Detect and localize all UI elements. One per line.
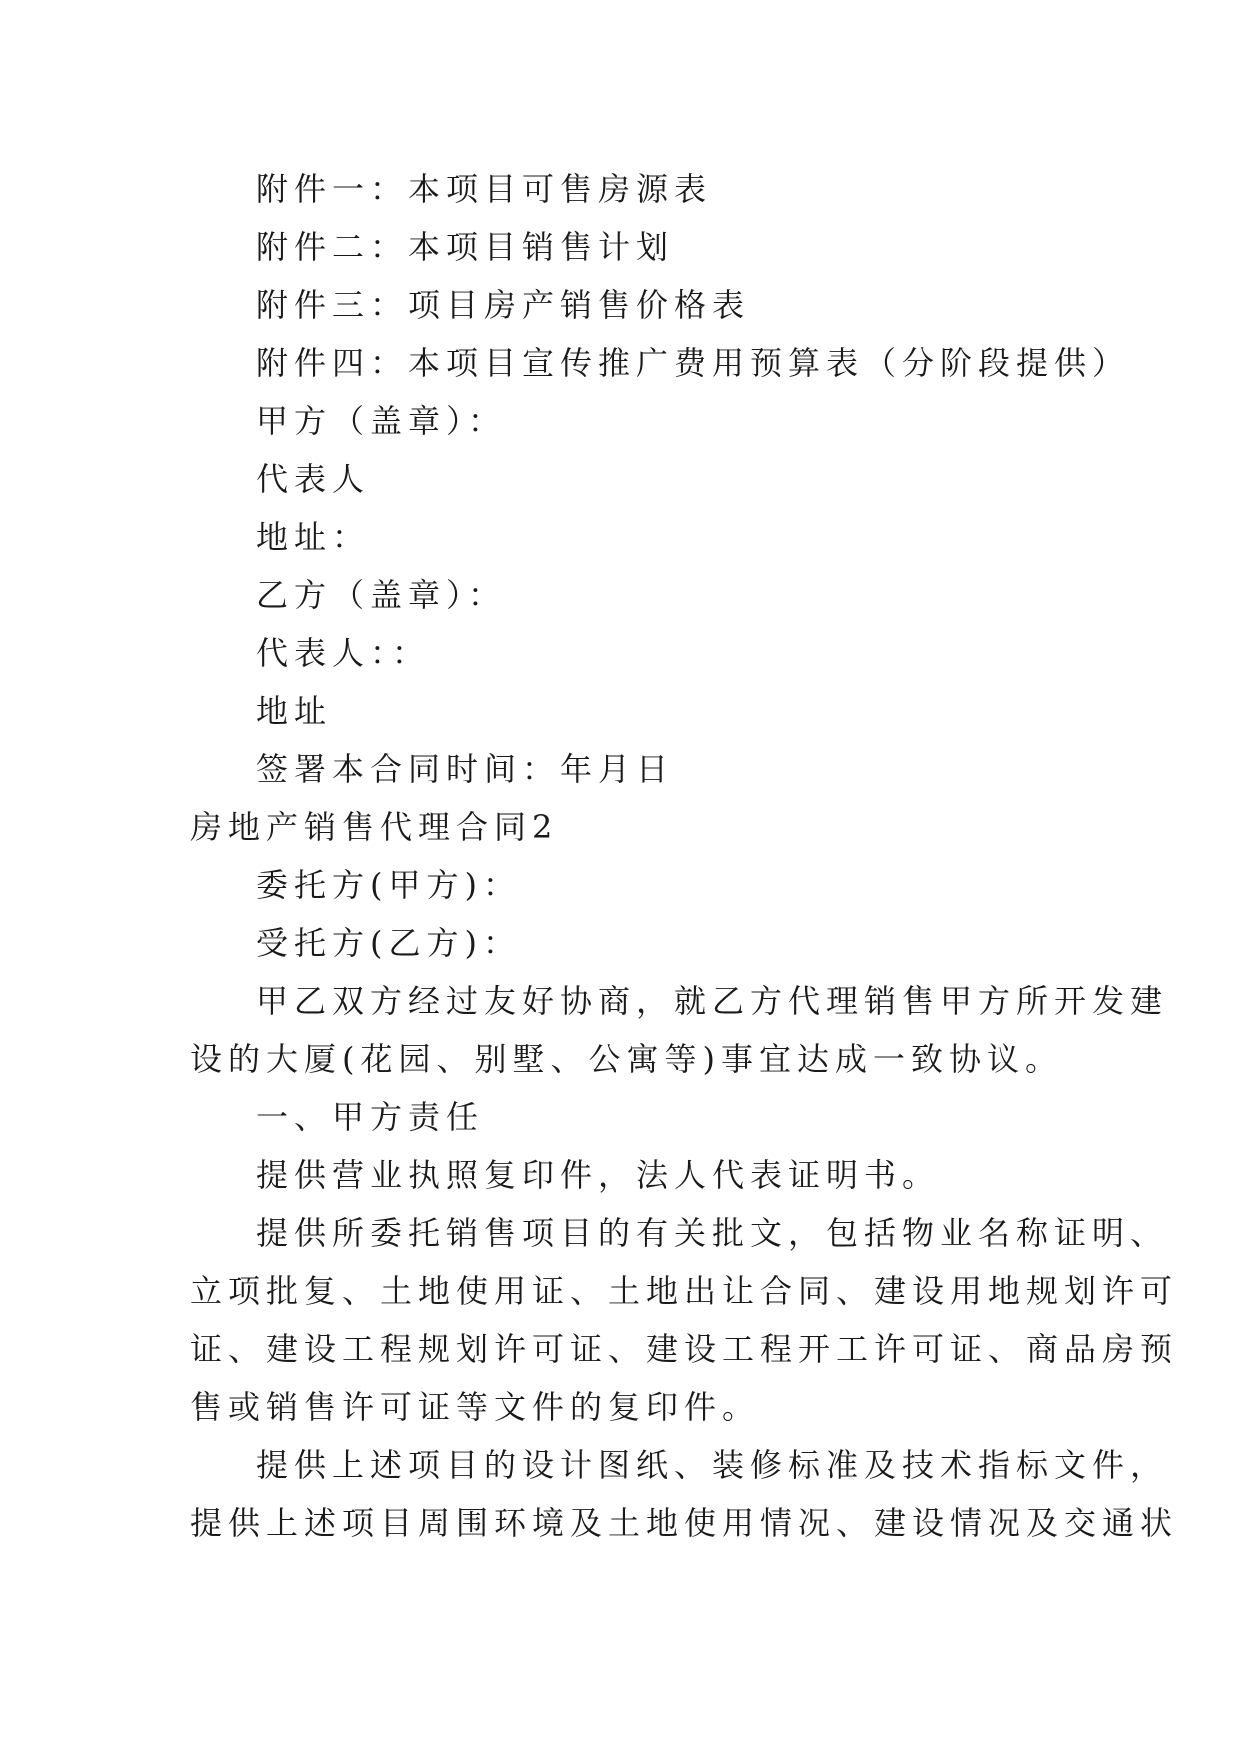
party-b-address-label: 地址 [256,692,333,730]
paragraph-line: 立项批复、土地使用证、土地出让合同、建设用地规划许可 [190,1272,1179,1310]
paragraph-line: 提供上述项目的设计图纸、装修标准及技术指标文件， [256,1446,1169,1484]
party-a-seal-label: 甲方（盖章）： [256,402,507,440]
paragraph-line: 设的大厦(花园、别墅、公寓等)事宜达成一致协议。 [190,1040,1063,1078]
client-party-label: 委托方(甲方)： [256,866,521,904]
attachment-1-line: 附件一：本项目可售房源表 [256,170,713,208]
attachment-4-line: 附件四：本项目宣传推广费用预算表（分阶段提供） [256,344,1131,382]
section-title: 房地产销售代理合同2 [190,808,559,846]
paragraph-line: 提供所委托销售项目的有关批文，包括物业名称证明、 [256,1214,1169,1252]
paragraph-line: 甲乙双方经过友好协商，就乙方代理销售甲方所开发建 [256,982,1169,1020]
party-b-seal-label: 乙方（盖章）： [256,576,507,614]
attachment-3-line: 附件三：项目房产销售价格表 [256,286,751,324]
paragraph-line: 提供营业执照复印件，法人代表证明书。 [256,1156,941,1194]
document-body [190,160,1179,1552]
paragraph-line: 证、建设工程规划许可证、建设工程开工许可证、商品房预 [190,1330,1179,1368]
clause-heading: 一、甲方责任 [256,1098,485,1136]
paragraph-line: 售或销售许可证等文件的复印件。 [190,1388,761,1426]
party-a-address-label: 地址： [256,518,371,556]
attachment-2-line: 附件二：本项目销售计划 [256,228,675,266]
signing-date-label: 签署本合同时间：年月日 [256,750,675,788]
paragraph-line: 提供上述项目周围环境及土地使用情况、建设情况及交通状 [190,1504,1179,1542]
party-b-representative-label: 代表人：： [256,634,431,672]
agent-party-label: 受托方(乙方)： [256,924,521,962]
party-a-representative-label: 代表人 [256,460,371,498]
